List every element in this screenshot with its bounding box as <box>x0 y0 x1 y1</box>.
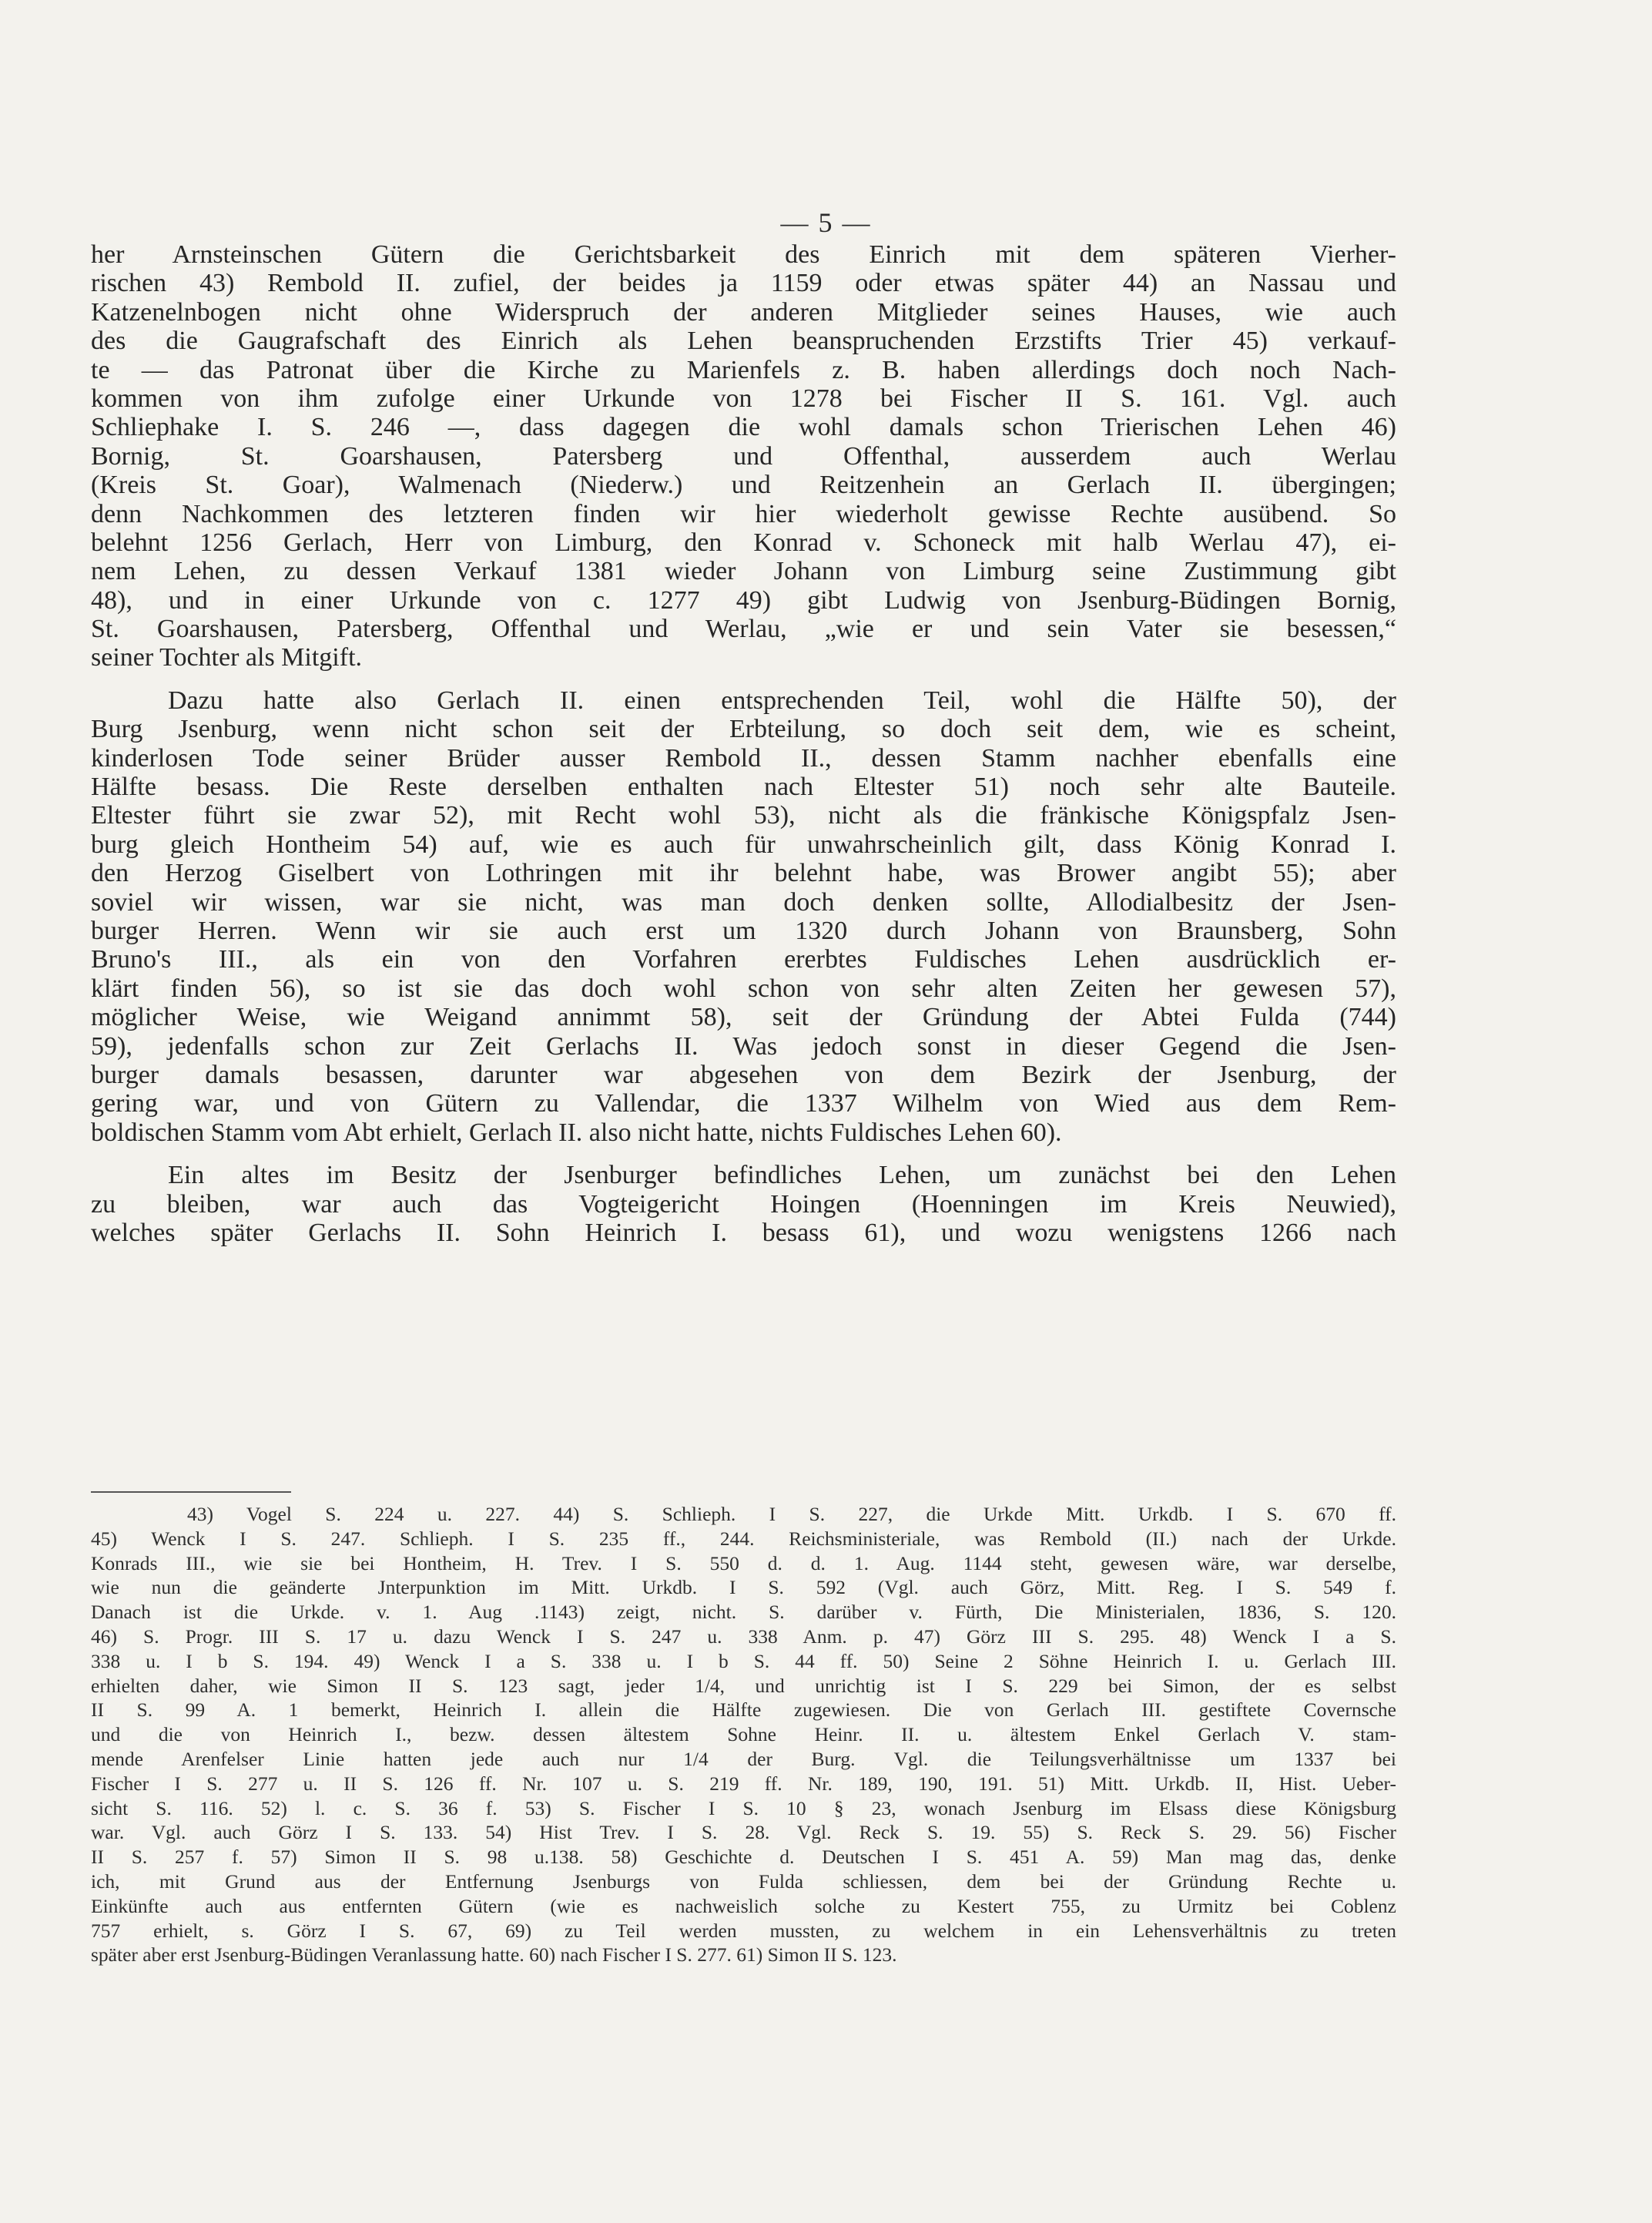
footnote-line: 338 u. I b S. 194. 49) Wenck I a S. 338 u. I b S. 44 ff. 50) Seine 2 Söhne Heinrich I. u. Gerlach III. <box>91 1649 1396 1672</box>
text-line: Bornig, St. Goarshausen, Patersberg und Offenthal, ausserdem auch Werlau <box>91 441 1396 471</box>
text-line: seiner Tochter als Mitgift. <box>91 643 363 672</box>
footnote-line: Fischer I S. 277 u. II S. 126 ff. Nr. 107 u. S. 219 ff. Nr. 189, 190, 191. 51) Mitt. Urkdb. II, Hist. Ueber- <box>91 1772 1396 1795</box>
text-line: belehnt 1256 Gerlach, Herr von Limburg, den Konrad v. Schoneck mit halb Werlau 47), ei- <box>91 528 1396 557</box>
text-line: burg gleich Hontheim 54) auf, wie es auch für unwahrscheinlich gilt, dass König Konrad I. <box>91 830 1396 859</box>
text-line: Eltester führt sie zwar 52), mit Recht wohl 53), nicht als die fränkische Königspfalz Jsen- <box>91 801 1396 830</box>
footnote-line: 45) Wenck I S. 247. Schlieph. I S. 235 ff., 244. Reichsministeriale, was Rembold (II.) nach der Urkde. <box>91 1527 1396 1550</box>
text-line: 59), jedenfalls schon zur Zeit Gerlachs II. Was jedoch sonst in dieser Gegend die Jsen- <box>91 1031 1396 1061</box>
text-line: rischen 43) Rembold II. zufiel, der beides ja 1159 oder etwas später 44) an Nassau und <box>91 269 1396 298</box>
footnote-line: war. Vgl. auch Görz I S. 133. 54) Hist Trev. I S. 28. Vgl. Reck S. 19. 55) S. Reck S. 29. 56) Fischer <box>91 1821 1396 1844</box>
footnote-line: 46) S. Progr. III S. 17 u. dazu Wenck I S. 247 u. 338 Anm. p. 47) Görz III S. 295. 48) Wenck I a S. <box>91 1624 1396 1648</box>
text-line: klärt finden 56), so ist sie das doch wohl schon von sehr alten Zeiten her gewesen 57), <box>91 974 1396 1003</box>
text-line: her Arnsteinschen Gütern die Gerichtsbarkeit des Einrich mit dem späteren Vierher- <box>91 240 1396 269</box>
text-line: Hälfte besass. Die Reste derselben enthalten nach Eltester 51) noch sehr alte Bauteile. <box>91 773 1396 802</box>
footnote-line: 43) Vogel S. 224 u. 227. 44) S. Schlieph. I S. 227, die Urkde Mitt. Urkdb. I S. 670 ff. <box>187 1503 1396 1525</box>
text-line: Ein altes im Besitz der Jsenburger befindliches Lehen, um zunächst bei den Lehen <box>168 1161 1396 1190</box>
footnote-line: erhielten daher, wie Simon II S. 123 sagt, jeder 1/4, und unrichtig ist I S. 229 bei Simon, der es selbst <box>91 1674 1396 1697</box>
text-line: te — das Patronat über die Kirche zu Marienfels z. B. haben allerdings doch noch Nach- <box>91 355 1396 384</box>
text-line: welches später Gerlachs II. Sohn Heinrich I. besass 61), und wozu wenigstens 1266 nach <box>91 1218 1396 1247</box>
footnote-line: sicht S. 116. 52) l. c. S. 36 f. 53) S. Fischer I S. 10 § 23, wonach Jsenburg im Elsass diese Königsburg <box>91 1796 1396 1819</box>
footnote-line: Konrads III., wie sie bei Hontheim, H. Trev. I S. 550 d. d. 1. Aug. 1144 steht, gewesen wäre, war derselbe, <box>91 1551 1396 1574</box>
page-number: — 5 — <box>780 207 872 238</box>
footnote-line: Einkünfte auch aus entfernten Gütern (wie es nachweislich solche zu Kestert 755, zu Urmitz bei Coblenz <box>91 1894 1396 1917</box>
paragraph-1 <box>91 240 1396 672</box>
text-line: Dazu hatte also Gerlach II. einen entsprechenden Teil, wohl die Hälfte 50), der <box>168 686 1396 715</box>
footnote-line: wie nun die geänderte Jnterpunktion im Mitt. Urkdb. I S. 592 (Vgl. auch Görz, Mitt. Reg. I S. 549 f. <box>91 1576 1396 1599</box>
text-line: denn Nachkommen des letzteren finden wir hier wiederholt gewisse Rechte ausübend. So <box>91 499 1396 528</box>
text-line: Katzenelnbogen nicht ohne Widerspruch der anderen Mitglieder seines Hauses, wie auch <box>91 297 1396 327</box>
footnote-line: und die von Heinrich I., bezw. dessen ältestem Sohne Heinr. II. u. ältestem Enkel Gerlach V. stam- <box>91 1723 1396 1746</box>
text-line: kinderlosen Tode seiner Brüder ausser Rembold II., dessen Stamm nachher ebenfalls eine <box>91 743 1396 773</box>
text-line: burger damals besassen, darunter war abgesehen von dem Bezirk der Jsenburg, der <box>91 1060 1396 1089</box>
text-line: boldischen Stamm vom Abt erhielt, Gerlach II. also nicht hatte, nichts Fuldisches Lehen 60). <box>91 1118 1062 1147</box>
footnote-line: später aber erst Jsenburg-Büdingen Veranlassung hatte. 60) nach Fischer I S. 277. 61) Simon II S. 123. <box>91 1943 897 1966</box>
text-line: möglicher Weise, wie Weigand annimmt 58), seit der Gründung der Abtei Fulda (744) <box>91 1003 1396 1032</box>
text-line: 48), und in einer Urkunde von c. 1277 49) gibt Ludwig von Jsenburg-Büdingen Bornig, <box>91 585 1396 615</box>
footnote-line: mende Arenfelser Linie hatten jede auch nur 1/4 der Burg. Vgl. die Teilungsverhältnisse um 1337 bei <box>91 1747 1396 1770</box>
footnote-line: 757 erhielt, s. Görz I S. 67, 69) zu Teil werden mussten, zu welchem in ein Lehensverhältnis zu treten <box>91 1919 1396 1942</box>
footnotes <box>91 1502 1396 1967</box>
text-line: nem Lehen, zu dessen Verkauf 1381 wieder Johann von Limburg seine Zustimmung gibt <box>91 557 1396 586</box>
text-line: Schliephake I. S. 246 —, dass dagegen die wohl damals schon Trierischen Lehen 46) <box>91 413 1396 442</box>
footnote-line: Danach ist die Urkde. v. 1. Aug .1143) zeigt, nicht. S. darüber v. Fürth, Die Ministerialen, 1836, S. 120. <box>91 1601 1396 1624</box>
text-line: zu bleiben, war auch das Vogteigericht Hoingen (Hoenningen im Kreis Neuwied), <box>91 1189 1396 1219</box>
text-line: den Herzog Giselbert von Lothringen mit ihr belehnt habe, was Brower angibt 55); aber <box>91 859 1396 888</box>
footnote-separator <box>91 1491 291 1493</box>
footnote-line: II S. 257 f. 57) Simon II S. 98 u.138. 58) Geschichte d. Deutschen I S. 451 A. 59) Man mag das, denke <box>91 1846 1396 1869</box>
text-line: des die Gaugrafschaft des Einrich als Lehen beanspruchenden Erzstifts Trier 45) verkauf- <box>91 327 1396 356</box>
text-line: gering war, und von Gütern zu Vallendar, die 1337 Wilhelm von Wied aus dem Rem- <box>91 1089 1396 1118</box>
text-line: Bruno's III., als ein von den Vorfahren ererbtes Fuldisches Lehen ausdrücklich er- <box>91 945 1396 974</box>
text-line: St. Goarshausen, Patersberg, Offenthal und Werlau, „wie er und sein Vater sie besessen,“ <box>91 615 1396 644</box>
text-line: kommen von ihm zufolge einer Urkunde von 1278 bei Fischer II S. 161. Vgl. auch <box>91 384 1396 413</box>
paragraph-2 <box>91 686 1396 1147</box>
text-line: (Kreis St. Goar), Walmenach (Niederw.) und Reitzenhein an Gerlach II. übergingen; <box>91 471 1396 500</box>
body-text <box>91 240 1396 1247</box>
footnote-line: ich, mit Grund aus der Entfernung Jsenburgs von Fulda schliessen, dem bei der Gründung Rechte u. <box>91 1869 1396 1893</box>
text-line: burger Herren. Wenn wir sie auch erst um 1320 durch Johann von Braunsberg, Sohn <box>91 916 1396 945</box>
text-line: Burg Jsenburg, wenn nicht schon seit der Erbteilung, so doch seit dem, wie es scheint, <box>91 715 1396 744</box>
text-line: soviel wir wissen, war sie nicht, was man doch denken sollte, Allodialbesitz der Jsen- <box>91 887 1396 917</box>
footnote-line: II S. 99 A. 1 bemerkt, Heinrich I. allein die Hälfte zugewiesen. Die von Gerlach III. gestiftete Covernsche <box>91 1698 1396 1722</box>
paragraph-3 <box>91 1161 1396 1247</box>
